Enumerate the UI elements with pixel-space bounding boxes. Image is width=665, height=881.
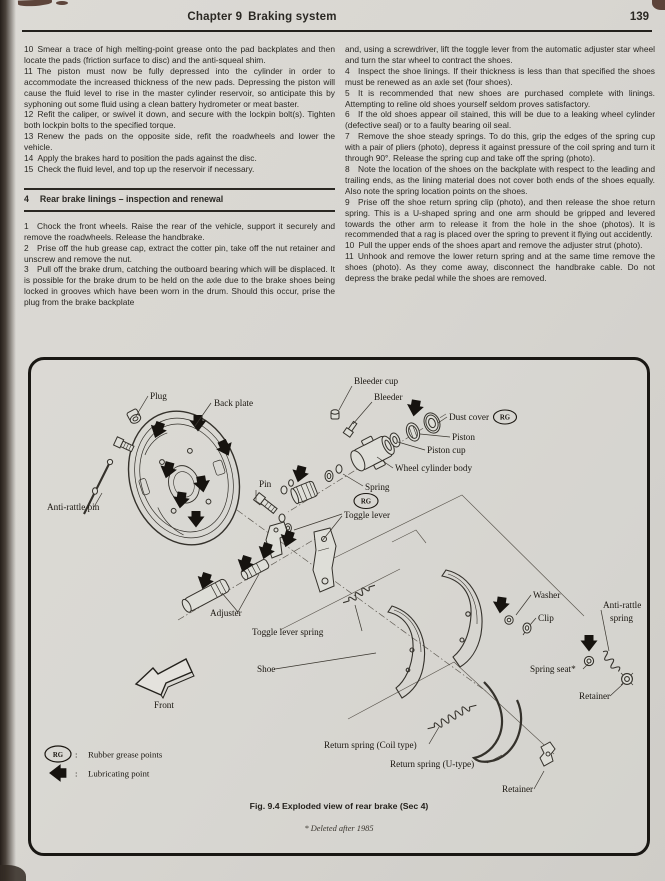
paragraph-10r: 10 Pull the upper ends of the shoes apart and remove the adjuster strut (photo). xyxy=(345,240,643,251)
paragraph-7: 7 Remove the shoe steady springs. To do this, grip the edges of the spring cup with a pair of pliers (photo), depress it against pressure of the coil spring and turn it through 90°. Release the spring cup and take off the spring (photo). xyxy=(345,131,655,164)
figure-label-dust-cover: Dust cover xyxy=(449,412,490,422)
return-springs-drawing xyxy=(427,682,555,766)
figure-label-pin: Pin xyxy=(259,479,272,489)
figure-label-piston: Piston xyxy=(452,432,475,442)
paragraph-13: 13 Renew the pads on the opposite side, refit the roadwheels and lower the vehicle. xyxy=(24,131,335,153)
brake-shoes-drawing xyxy=(388,570,482,698)
figure-label-retainer-right: Retainer xyxy=(579,691,611,701)
figure-label-clip: Clip xyxy=(538,613,554,623)
paragraph-2: 2 Prise off the hub grease cap, extract the cotter pin, take off the nut retainer and unscrew and remove the nut. xyxy=(24,242,335,264)
adjuster-drawing xyxy=(180,558,269,613)
figure-legend xyxy=(45,746,163,782)
paragraph-5: 5 It is recommended that new shoes are purchased complete with linings. Attempting to reline old shoes yourself seldom proves satisfactory. xyxy=(345,87,655,109)
scan-artifact xyxy=(18,0,52,7)
legend-colon: : xyxy=(75,749,78,760)
figure-label-plug: Plug xyxy=(150,391,167,401)
figure-label-anti-rattle-spring: Anti-rattle xyxy=(603,600,642,610)
legend-arrow-icon xyxy=(49,764,66,782)
legend-rg-text: Rubber grease points xyxy=(88,749,163,760)
figure-label-return-spring-coil: Return spring (Coil type) xyxy=(324,740,417,750)
figure-label-shoe: Shoe xyxy=(257,664,276,674)
left-column xyxy=(24,44,335,308)
plug-drawing xyxy=(126,408,142,425)
section-heading xyxy=(24,188,335,212)
figure-label-piston-cup: Piston cup xyxy=(427,445,466,455)
paragraph-15: 15 Check the fluid level, and top up the reservoir if necessary. xyxy=(24,163,255,174)
scan-artifact xyxy=(0,865,26,881)
paragraph-8: 8 Note the location of the shoes on the backplate with respect to the leading and trailing ends, as the lining material does not cover both ends of the shoes equally. Also note the spring location points on the shoes. xyxy=(345,163,655,196)
chapter-title: Chapter 9 Braking system xyxy=(187,11,337,23)
figure-9-4 xyxy=(28,357,650,856)
figure-label-bleeder: Bleeder xyxy=(374,392,403,402)
figure-label-anti-rattle-pin: Anti-rattle pin xyxy=(47,502,100,512)
legend-arrow-text: Lubricating point xyxy=(88,768,150,779)
rg-symbol-text: RG xyxy=(360,498,372,506)
paragraph-3: 3 Pull off the brake drum, catching the outboard bearing which will be displaced. It is possible for the brake drum to be held on the axle due to the brake shoes being locked in grooves which have been worn in the drum. Should this occur, prise the plug from the brake backplate xyxy=(24,264,335,308)
binding-gutter-shadow xyxy=(0,0,16,881)
figure-footnote: * Deleted after 1985 xyxy=(304,824,374,833)
rg-symbol-text: RG xyxy=(499,414,511,422)
figure-label-adjuster: Adjuster xyxy=(210,608,242,618)
leader-lines xyxy=(94,386,623,789)
front-label: Front xyxy=(154,700,174,710)
pin-drawing xyxy=(254,493,278,515)
paragraph-12: 12 Refit the caliper, or swivel it down, and secure with the lockpin bolt(s). Tighten both lockpin bolts to the specified torque. xyxy=(24,109,335,131)
bolt-drawing xyxy=(114,437,135,453)
paragraph-3-cont: and, using a screwdriver, lift the toggle lever from the automatic adjuster star wheel and turn the star wheel to contract the shoes. xyxy=(345,44,655,65)
figure-label-anti-rattle-spring-2: spring xyxy=(610,613,633,623)
scan-artifact xyxy=(56,1,68,5)
page-number: 139 xyxy=(629,11,649,23)
figure-label-return-spring-u: Return spring (U-type) xyxy=(390,759,475,769)
legend-colon: : xyxy=(75,768,78,779)
header-rule xyxy=(22,30,652,32)
paragraph-9: 9 Prise off the shoe return spring clip (photo), and then release the shoe return spring. This is a U-shaped spring and one arm should be gripped and levered towards the other arm to release it from the hole in the shoe (photos). It is recommended that a rag is placed over the spring to prevent it flying out accidently. xyxy=(345,196,655,240)
figure-label-back-plate: Back plate xyxy=(214,398,254,408)
toggle-lever-spring-drawing xyxy=(343,581,376,607)
legend-rg-symbol: RG xyxy=(52,751,64,759)
figure-label-toggle-lever: Toggle lever xyxy=(344,510,391,520)
figure-label-bleeder-cup: Bleeder cup xyxy=(354,376,399,386)
paragraph-6: 6 If the old shoes appear oil stained, this will be due to a leaking wheel cylinder (defective seal) or to a faulty bearing oil seal. xyxy=(345,109,655,131)
section-number: 4 xyxy=(24,193,29,204)
adjuster-wheel-drawing xyxy=(279,465,342,533)
figure-caption: Fig. 9.4 Exploded view of rear brake (Sec 4) xyxy=(249,801,429,811)
paragraph-11: 11 The piston must now be fully depressed into the cylinder in order to accommodate the increased thickness of the new pads. Depressing the piston will cause the fluid level to rise in the master cylinder reservoir, so anticipate this by syphoning out some fluid using a clean battery hydrometer or meat baster. xyxy=(24,65,335,109)
paragraph-14: 14 Apply the brakes hard to position the pads against the disc. xyxy=(24,153,257,164)
anti-rattle-spring-drawing xyxy=(584,650,633,685)
figure-label-wheel-cylinder-body: Wheel cylinder body xyxy=(395,463,473,473)
paragraph-4: 4 Inspect the shoe linings. If their thickness is less than that specified the shoes must be renewed as an axle set (four shoes). xyxy=(345,65,655,87)
exploded-diagram xyxy=(32,362,642,796)
right-column xyxy=(345,44,655,284)
paragraph-1: 1 Chock the front wheels. Raise the rear of the vehicle, support it securely and remove the roadwheels. Release the handbrake. xyxy=(24,220,335,242)
paragraph-11r: 11 Unhook and remove the lower return spring and at the same time remove the shoes (photo). As they come away, disconnect the handbrake cable. Do not depress the brake pedal while the shoes are removed. xyxy=(345,251,655,284)
paragraph-10: 10 Smear a trace of high melting-point grease onto the pad backplates and then locate the pads (friction surface to disc) and the anti-squeal shim. xyxy=(24,44,335,65)
figure-label-spring-seat: Spring seat* xyxy=(530,664,576,674)
figure-label-toggle-lever-spring: Toggle lever spring xyxy=(252,627,324,637)
scan-artifact xyxy=(652,0,665,10)
figure-label-retainer-bottom: Retainer xyxy=(502,784,534,794)
toggle-lever-drawing xyxy=(266,522,336,592)
figure-label-spring: Spring xyxy=(365,482,390,492)
front-arrow xyxy=(136,659,194,698)
section-title: Rear brake linings – inspection and renewal xyxy=(39,193,224,204)
figure-label-washer: Washer xyxy=(533,590,561,600)
washer-clip-drawing xyxy=(505,616,531,635)
